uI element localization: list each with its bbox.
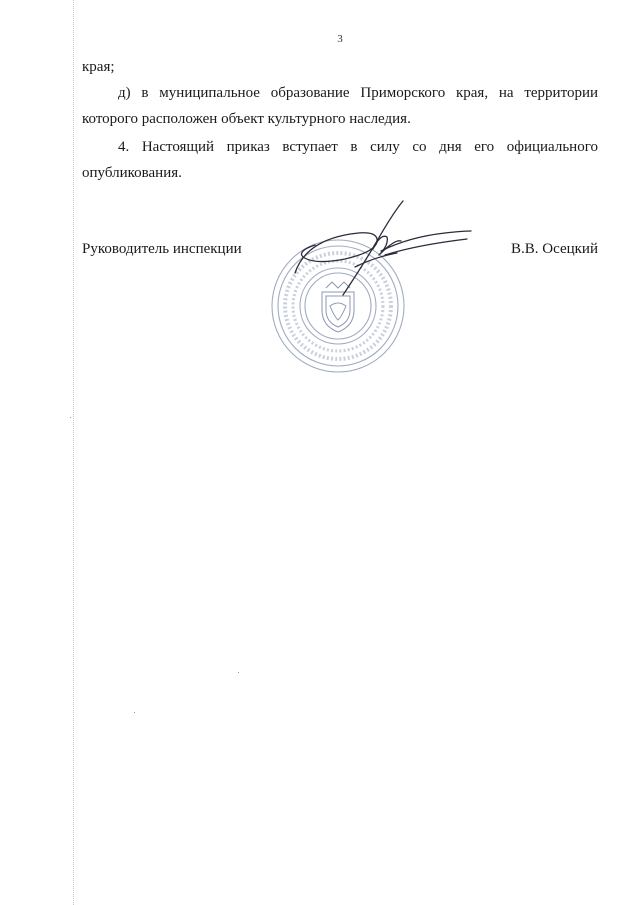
scan-speck xyxy=(238,672,239,673)
handwritten-signature xyxy=(285,195,475,305)
word: силу xyxy=(370,139,400,155)
scan-speck xyxy=(134,712,135,713)
word: на xyxy=(498,85,514,101)
word: Настоящий xyxy=(141,139,215,155)
body-text xyxy=(82,54,598,186)
word: муниципальное xyxy=(159,85,260,101)
margin-dotted-line xyxy=(73,0,74,905)
word: края, xyxy=(455,85,489,101)
word: дня xyxy=(439,139,462,155)
paragraph-d-line2: которого расположен объект культурного наследия. xyxy=(82,111,411,127)
word: д) xyxy=(118,85,131,101)
text-line-krai: края; xyxy=(82,59,115,75)
paragraph-d-line1 xyxy=(82,80,598,106)
word: со xyxy=(412,139,427,155)
word: в xyxy=(141,85,149,101)
page-number: 3 xyxy=(337,33,343,45)
word: его xyxy=(474,139,495,155)
signatory-name: В.В. Осецкий xyxy=(511,241,598,257)
word: Приморского xyxy=(360,85,446,101)
word: приказ xyxy=(226,139,270,155)
scan-speck xyxy=(70,417,71,418)
word: образование xyxy=(270,85,350,101)
word: в xyxy=(350,139,358,155)
word: вступает xyxy=(282,139,338,155)
word: официального xyxy=(506,139,598,155)
word: территории xyxy=(524,85,598,101)
signatory-title: Руководитель инспекции xyxy=(82,241,242,257)
word: 4. xyxy=(118,139,130,155)
paragraph-4-line2: опубликования. xyxy=(82,165,182,181)
paragraph-4-line1 xyxy=(82,134,598,160)
